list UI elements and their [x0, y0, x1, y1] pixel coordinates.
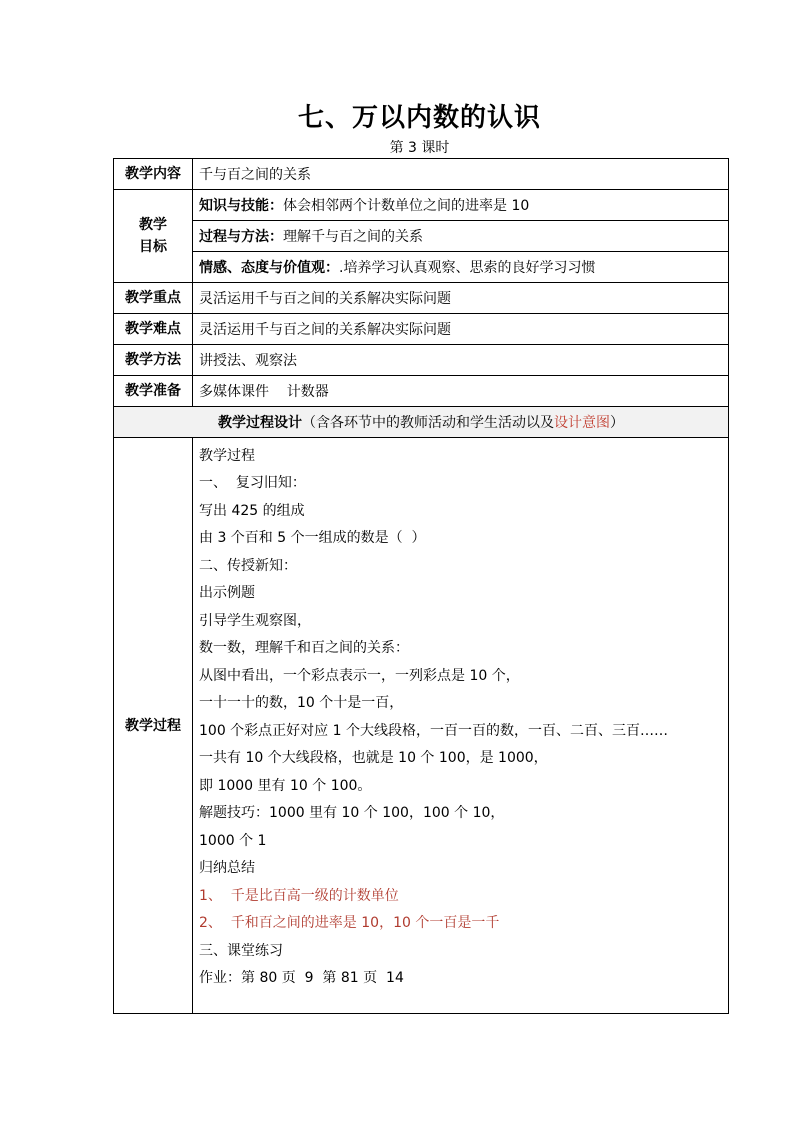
design-header-main: 教学过程设计: [218, 415, 302, 431]
goal-attitude-head: 情感、态度与价值观：: [199, 260, 339, 276]
process-line: 教学过程: [199, 447, 255, 464]
lesson-plan-table: [113, 158, 729, 1014]
process-line: 解题技巧：1000 里有 10 个 100，100 个 10，: [199, 805, 505, 821]
content-value: 千与百之间的关系: [193, 159, 729, 190]
goals-label-line1: 教学: [139, 217, 167, 233]
design-header-note: （含各环节中的教师活动和学生活动以及: [302, 415, 554, 431]
process-line: 一十一十的数，10 个十是一百，: [199, 695, 404, 711]
goal-process-head: 过程与方法：: [199, 229, 283, 245]
key-point-value: 灵活运用千与百之间的关系解决实际问题: [193, 283, 729, 314]
process-line: 引导学生观察图，: [199, 612, 311, 629]
row-process: [114, 438, 729, 1014]
summary-point-1: 1、 千是比百高一级的计数单位: [199, 887, 399, 904]
goals-label-line2: 目标: [139, 239, 167, 255]
summary-point-2: 2、 千和百之间的进率是 10，10 个一百是一千: [199, 915, 500, 931]
goal-attitude-text: .培养学习认真观察、思索的良好学习习惯: [339, 260, 596, 276]
row-preparation: [114, 376, 729, 407]
process-line: 一、 复习旧知：: [199, 475, 306, 491]
content-label: 教学内容: [114, 159, 193, 190]
process-line: 由 3 个百和 5 个一组成的数是（ ）: [199, 530, 426, 546]
goal-process-text: 理解千与百之间的关系: [283, 229, 423, 245]
row-goal-process: [114, 221, 729, 252]
process-line: 写出 425 的组成: [199, 502, 305, 519]
preparation-value: 多媒体课件 计数器: [193, 376, 729, 407]
row-goal-attitude: [114, 252, 729, 283]
goal-process: [193, 221, 729, 252]
method-value: 讲授法、观察法: [193, 345, 729, 376]
process-body: [193, 438, 729, 1014]
process-line: 三、课堂练习: [199, 942, 283, 959]
design-header-accent: 设计意图: [554, 415, 610, 431]
goal-knowledge-text: 体会相邻两个计数单位之间的进率是 10: [283, 198, 530, 214]
design-header-close: ）: [610, 415, 624, 431]
goal-attitude: [193, 252, 729, 283]
row-key-point: [114, 283, 729, 314]
process-line: 数一数，理解千和百之间的关系：: [199, 640, 409, 656]
page-title: 七、万以内数的认识: [297, 103, 541, 133]
process-line: 一共有 10 个大线段格，也就是 10 个 100，是 1000，: [199, 750, 548, 766]
row-difficulty: [114, 314, 729, 345]
process-line: 从图中看出，一个彩点表示一，一列彩点是 10 个，: [199, 667, 520, 684]
process-line: 出示例题: [199, 585, 255, 601]
row-content: [114, 159, 729, 190]
goal-knowledge-head: 知识与技能：: [199, 198, 283, 214]
process-line: 归纳总结: [199, 860, 255, 876]
goals-label: [114, 190, 193, 283]
row-goal-knowledge: [114, 190, 729, 221]
goal-knowledge: [193, 190, 729, 221]
difficulty-label: 教学难点: [114, 314, 193, 345]
process-label: 教学过程: [114, 438, 193, 1014]
row-method: [114, 345, 729, 376]
process-line: 100 个彩点正好对应 1 个大线段格，一百一百的数，一百、二百、三百……: [199, 722, 668, 739]
row-design-header: [114, 407, 729, 438]
method-label: 教学方法: [114, 345, 193, 376]
process-line: 即 1000 里有 10 个 100。: [199, 777, 372, 794]
process-line: 二、传授新知：: [199, 557, 297, 574]
key-point-label: 教学重点: [114, 283, 193, 314]
preparation-label: 教学准备: [114, 376, 193, 407]
process-line: 1000 个 1: [199, 832, 267, 849]
homework-line: 作业：第 80 页 9 第 81 页 14: [199, 970, 404, 986]
lesson-number: 第 3 课时: [389, 140, 450, 156]
design-header: [114, 407, 729, 438]
difficulty-value: 灵活运用千与百之间的关系解决实际问题: [193, 314, 729, 345]
